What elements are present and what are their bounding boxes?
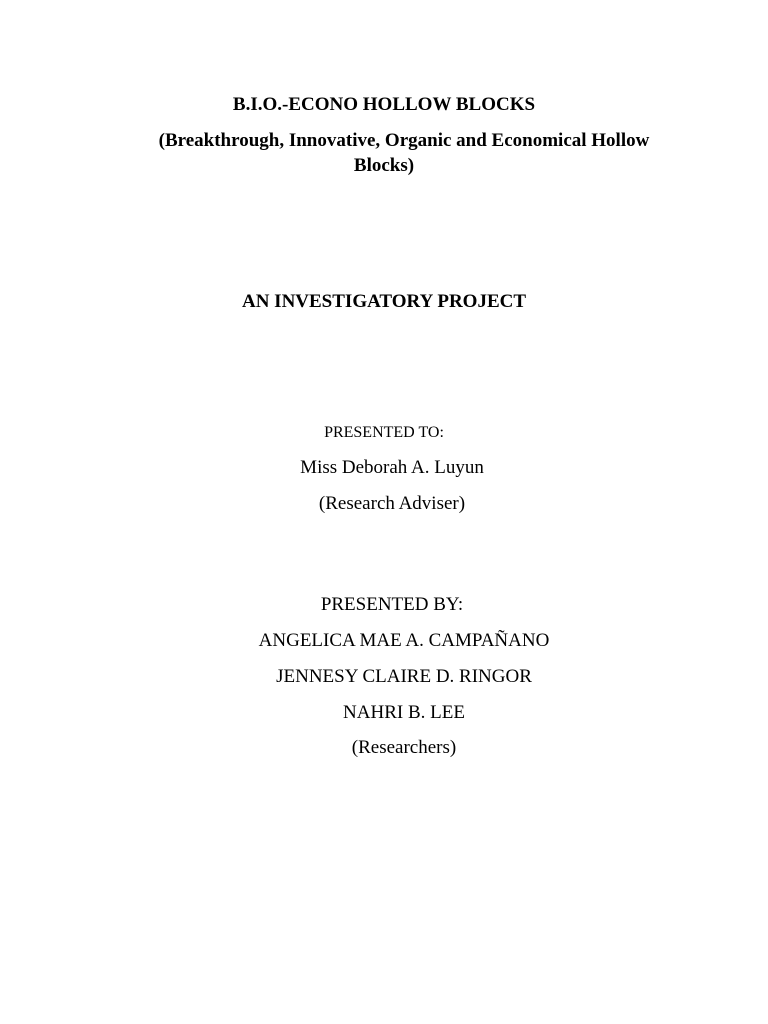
researcher-name: NAHRI B. LEE bbox=[343, 702, 465, 723]
document-subtitle-line-2: Blocks) bbox=[353, 155, 415, 176]
presented-by-label: PRESENTED BY: bbox=[320, 594, 464, 615]
document-subtitle-line-1: (Breakthrough, Innovative, Organic and Economical Hollow bbox=[158, 130, 650, 151]
project-type-heading: AN INVESTIGATORY PROJECT bbox=[241, 291, 527, 312]
researcher-name: ANGELICA MAE A. CAMPAÑANO bbox=[258, 630, 550, 651]
researcher-name: JENNESY CLAIRE D. RINGOR bbox=[276, 666, 532, 687]
document-title: B.I.O.-ECONO HOLLOW BLOCKS bbox=[232, 94, 536, 115]
adviser-name: Miss Deborah A. Luyun bbox=[300, 457, 484, 478]
researchers-role: (Researchers) bbox=[351, 737, 457, 758]
adviser-role: (Research Adviser) bbox=[318, 493, 466, 514]
presented-to-label: PRESENTED TO: bbox=[324, 424, 444, 441]
